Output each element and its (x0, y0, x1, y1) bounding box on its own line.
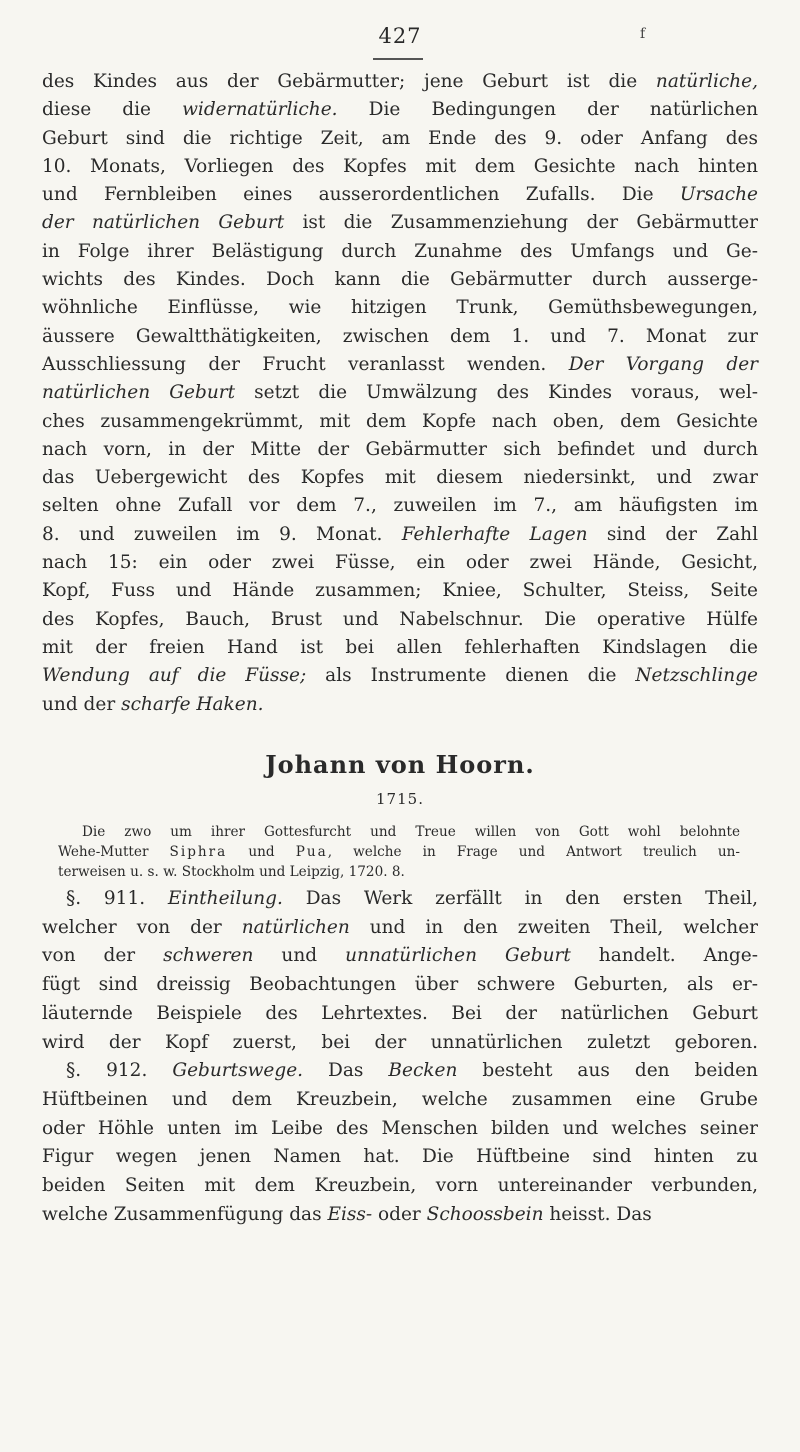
text-line (42, 942, 758, 971)
text-line (42, 209, 758, 237)
text-line (42, 914, 758, 943)
italic-run: Schoossbein (426, 1203, 544, 1225)
text-line (42, 1115, 758, 1144)
text-run: ist die Zusammenziehung der Gebärmutter (284, 212, 758, 234)
text-line (42, 323, 758, 351)
text-run: das Uebergewicht des Kopfes mit diesem niedersinkt, und zwar (42, 467, 758, 489)
text-run: besteht aus den beiden (457, 1060, 758, 1082)
text-line (42, 577, 758, 605)
italic-run: Wendung auf die Füsse; (42, 665, 307, 687)
text-line (42, 1029, 758, 1058)
text-line (42, 68, 758, 96)
paragraph-sections-911-912 (42, 885, 758, 1229)
bibliographic-citation (58, 822, 740, 882)
text-run: Die zwo um ihrer Gottesfurcht und Treue willen von Gott wohl belohnte (82, 824, 740, 840)
italic-run: der natürlichen Geburt (42, 212, 285, 234)
text-run: Hüftbeinen und dem Kreuzbein, welche zusammen eine Grube (42, 1088, 758, 1110)
text-run: wichts des Kindes. Doch kann die Gebärmutter durch ausserge- (42, 269, 758, 291)
italic-run: natürlichen (241, 916, 350, 938)
text-run: mit der freien Hand ist bei allen fehlerhaften Kindslagen die (42, 636, 758, 658)
text-run: beiden Seiten mit dem Kreuzbein, vorn untereinander verbunden, (42, 1175, 758, 1197)
italic-run: widernatürliche. (182, 99, 338, 121)
text-run: des Kopfes, Bauch, Brust und Nabelschnur. Die operative Hülfe (42, 608, 758, 630)
text-run: von der (42, 945, 164, 967)
text-run: ches zusammengekrümmt, mit dem Kopfe nach oben, dem Gesichte (42, 410, 758, 432)
text-line (42, 379, 758, 407)
text-line (42, 96, 758, 124)
italic-run: natürliche, (655, 71, 758, 92)
text-line (42, 238, 758, 266)
text-run: terweisen u. s. w. Stockholm und Leipzig, 1720. 8. (58, 864, 405, 880)
text-line (42, 153, 758, 181)
text-run: 10. Monats, Vorliegen des Kopfes mit dem Gesichte nach hinten (42, 155, 758, 177)
text-run: welcher von der (42, 916, 242, 938)
spaced-run: Siphra (169, 844, 228, 860)
text-line (42, 885, 758, 914)
italic-run: Fehlerhafte Lagen (401, 523, 588, 545)
section-year: 1715. (376, 790, 424, 808)
text-run: läuternde Beispiele des Lehrtextes. Bei der natürlichen Geburt (42, 1002, 758, 1024)
text-run: heisst. Das (543, 1203, 652, 1225)
paragraph-natural-birth (42, 68, 758, 719)
text-line (42, 125, 758, 153)
italic-run: Eiss- (327, 1203, 373, 1225)
text-line (42, 662, 758, 690)
text-run: oder Höhle unten im Leibe des Menschen bilden und welches seiner (42, 1117, 758, 1139)
text-line (42, 1000, 758, 1029)
text-run: , welche in Frage und Antwort treulich un- (327, 844, 741, 860)
italic-run: schweren (163, 945, 254, 967)
text-run: Das (303, 1060, 389, 1082)
italic-run: Eintheilung. (167, 888, 283, 909)
text-run: Wehe-Mutter (58, 844, 170, 860)
text-run: Figur wegen jenen Namen hat. Die Hüftbeine sind hinten zu (42, 1146, 758, 1168)
text-run: wird der Kopf zuerst, bei der unnatürlichen zuletzt geboren. (42, 1031, 758, 1053)
text-run: setzt die Umwälzung des Kindes voraus, wel- (235, 382, 758, 404)
text-line (42, 1086, 758, 1115)
text-run: 8. und zuweilen im 9. Monat. (42, 523, 402, 545)
text-line (42, 691, 758, 719)
italic-run: unnatürlichen Geburt (345, 945, 571, 967)
page-number: 427 (378, 24, 422, 48)
text-run: nach vorn, in der Mitte der Gebärmutter sich befindet und durch (42, 438, 758, 460)
text-run: und (253, 945, 346, 967)
text-line (42, 634, 758, 662)
text-run: §. 912. (66, 1060, 173, 1082)
text-line (42, 294, 758, 322)
italic-run: natürlichen Geburt (42, 382, 236, 404)
text-line (42, 1057, 758, 1086)
text-run: welche Zusammenfügung das (42, 1203, 328, 1225)
text-run: in Folge ihrer Belästigung durch Zunahme des Umfangs und Ge- (42, 240, 758, 262)
text-line (58, 842, 740, 862)
italic-run: Der Vorgang der (568, 353, 758, 375)
text-line (42, 408, 758, 436)
text-run: Kopf, Fuss und Hände zusammen; Kniee, Schulter, Steiss, Seite (42, 580, 758, 602)
section-heading: Johann von Hoorn. (265, 750, 535, 779)
text-run: Die Bedingungen der natürlichen (337, 99, 759, 121)
text-run: Ausschliessung der Frucht veranlasst wenden. (42, 353, 569, 375)
text-line (42, 1143, 758, 1172)
text-run: äussere Gewaltthätigkeiten, zwischen dem 1. und 7. Monat zur (42, 325, 758, 347)
text-line (42, 1172, 758, 1201)
text-run: §. 911. (66, 888, 168, 909)
text-run: diese die (42, 99, 183, 121)
italic-run: Ursache (679, 184, 758, 206)
text-run: und der (42, 693, 122, 715)
text-run: handelt. Ange- (570, 945, 758, 967)
text-line (42, 436, 758, 464)
text-run: Geburt sind die richtige Zeit, am Ende des 9. oder Anfang des (42, 127, 758, 149)
text-run: als Instrumente dienen die (306, 665, 636, 687)
italic-run: Netzschlinge (635, 665, 758, 687)
corner-mark: f (640, 26, 646, 42)
text-line (42, 606, 758, 634)
text-run: nach 15: ein oder zwei Füsse, ein oder zwei Hände, Gesicht, (42, 552, 758, 574)
spaced-run: Pua (295, 844, 328, 860)
text-line (42, 971, 758, 1000)
text-run: selten ohne Zufall vor dem 7., zuweilen im 7., am häufigsten im (42, 495, 758, 517)
text-run: des Kindes aus der Gebärmutter; jene Geburt ist die (42, 71, 656, 92)
text-line (58, 862, 740, 882)
text-line (42, 266, 758, 294)
text-run: oder (372, 1203, 427, 1225)
italic-run: Becken (388, 1060, 458, 1082)
italic-run: Geburtswege. (172, 1060, 304, 1082)
italic-run: scharfe Haken. (121, 693, 264, 715)
text-line (42, 181, 758, 209)
text-line (42, 351, 758, 379)
text-line (42, 464, 758, 492)
text-run: Das Werk zerfällt in den ersten Theil, (282, 888, 758, 909)
text-run: sind der Zahl (587, 523, 758, 545)
text-line (42, 521, 758, 549)
text-line (58, 822, 740, 842)
text-run: und Fernbleiben eines ausserordentlichen Zufalls. Die (42, 184, 680, 206)
text-run: fügt sind dreissig Beobachtungen über schwere Geburten, als er- (42, 974, 758, 996)
text-run: und (227, 844, 296, 860)
text-line (42, 492, 758, 520)
page-number-rule (373, 58, 423, 60)
text-run: und in den zweiten Theil, welcher (349, 916, 758, 938)
text-line (42, 549, 758, 577)
text-run: wöhnliche Einflüsse, wie hitzigen Trunk, Gemüthsbewegungen, (42, 297, 758, 319)
text-line (42, 1201, 758, 1230)
